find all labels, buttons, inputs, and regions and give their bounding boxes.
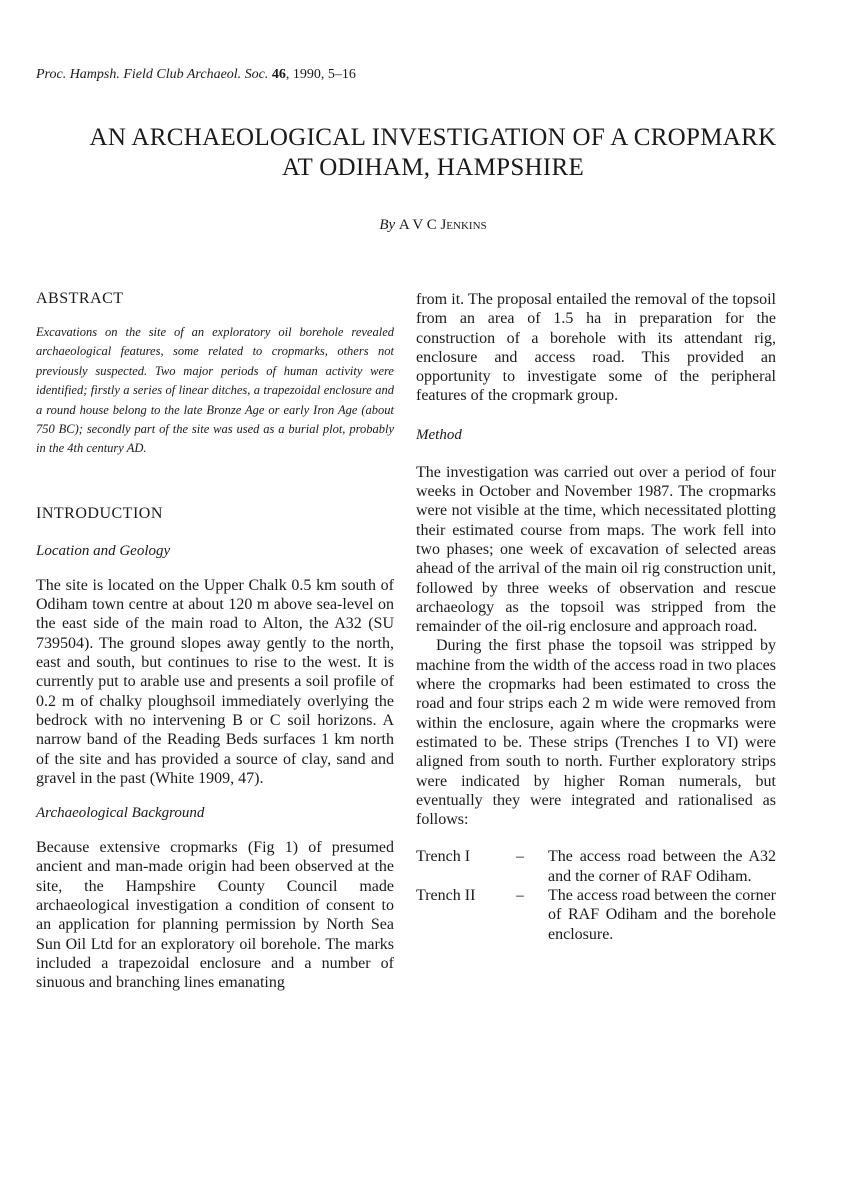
- left-column: [36, 290, 394, 992]
- trench-dash: –: [516, 848, 524, 866]
- author-name: A V C Jenkins: [398, 217, 487, 233]
- location-paragraph: The site is located on the Upper Chalk 0.5 km south of Odiham town centre at about 120 m above sea-level on the east side of the main road to Alton, the A32 (SU 739504). The ground slopes away gently to the north, east and south, but continues to rise to the west. It is currently put to arable use and presents a soil profile of 0.2 m of chalky ploughsoil immediately overlying the bedrock with no intervening B or C soil horizons. A narrow band of the Reading Beds surfaces 1 km north of the site and has provided a source of clay, sand and gravel in the past (White 1909, 47).: [36, 576, 394, 787]
- location-heading: Location and Geology: [36, 542, 171, 559]
- trench-name: Trench I: [416, 848, 471, 866]
- byline-by: By: [379, 217, 396, 233]
- background-heading: Archaeological Background: [36, 805, 205, 822]
- trench-list: [416, 847, 776, 943]
- continuation-paragraph: from it. The proposal entailed the removal of the topsoil from an area of 1.5 ha in preparation for the construction of a borehole with its attendant rig, enclosure and access road. This provided an opportunity to investigate some of the peripheral features of the cropmark group.: [416, 291, 776, 405]
- background-paragraph: Because extensive cropmarks (Fig 1) of presumed ancient and man-made origin had been observed at the site, the Hampshire County Council made archaeological investigation a condition of consent to an application for planning permission by North Sea Sun Oil Ltd for an exploratory oil borehole. The marks included a trapezoidal enclosure and a number of sinuous and branching lines emanating: [36, 839, 394, 992]
- paper-title: [20, 123, 846, 183]
- abstract-text: Excavations on the site of an exploratory oil borehole revealed archaeological features, some related to cropmarks, others not previously suspected. Two major periods of human activity were identified; firstly a series of linear ditches, a trapezoidal enclosure and a round house belong to the late Bronze Age or early Iron Age (about 750 BC); secondly part of the site was used as a burial plot, probably in the 4th century AD.: [36, 325, 394, 456]
- author-byline: [300, 217, 566, 234]
- journal-year-pages: , 1990, 5–16: [285, 67, 356, 82]
- trench-name: Trench II: [416, 887, 476, 905]
- method-paragraph-2: During the first phase the topsoil was stripped by machine from the width of the access road in two places where the cropmarks had been estimated to cross the road and four strips each 2 m wide were removed from within the enclosure, again where the cropmarks were estimated to be. These strips (Trenches I to VI) were aligned from south to north. Further exploratory strips were indicated by higher Roman numerals, but eventually they were integrated and rationalised as follows:: [416, 637, 776, 829]
- trench-description: The access road between the A32 and the corner of RAF Odiham.: [548, 848, 776, 885]
- journal-name: Proc. Hampsh. Field Club Archaeol. Soc.: [36, 67, 269, 82]
- journal-volume: 46: [271, 67, 286, 82]
- trench-description: The access road between the corner of RAF Odiham and the borehole enclosure.: [548, 887, 776, 943]
- title-line-1: AN ARCHAEOLOGICAL INVESTIGATION OF A CROPMARK: [89, 124, 777, 151]
- trench-item: [416, 847, 776, 886]
- introduction-heading: INTRODUCTION: [36, 504, 163, 522]
- abstract-heading: ABSTRACT: [36, 290, 124, 307]
- trench-item: [416, 886, 776, 944]
- journal-citation: [36, 67, 356, 83]
- trench-dash: –: [516, 887, 524, 905]
- method-paragraph-1: The investigation was carried out over a period of four weeks in October and November 1987. The cropmarks were not visible at the time, which necessitated plotting their estimated course from maps. The work fell into two phases; one week of excavation of selected areas ahead of the arrival of the main oil rig construction unit, followed by three weeks of observation and rescue archaeology as the topsoil was stripped from the remainder of the oil-rig enclosure and approach road.: [416, 463, 776, 636]
- method-heading: Method: [416, 426, 462, 443]
- title-line-2: AT ODIHAM, HAMPSHIRE: [281, 154, 585, 181]
- right-column: [416, 290, 776, 944]
